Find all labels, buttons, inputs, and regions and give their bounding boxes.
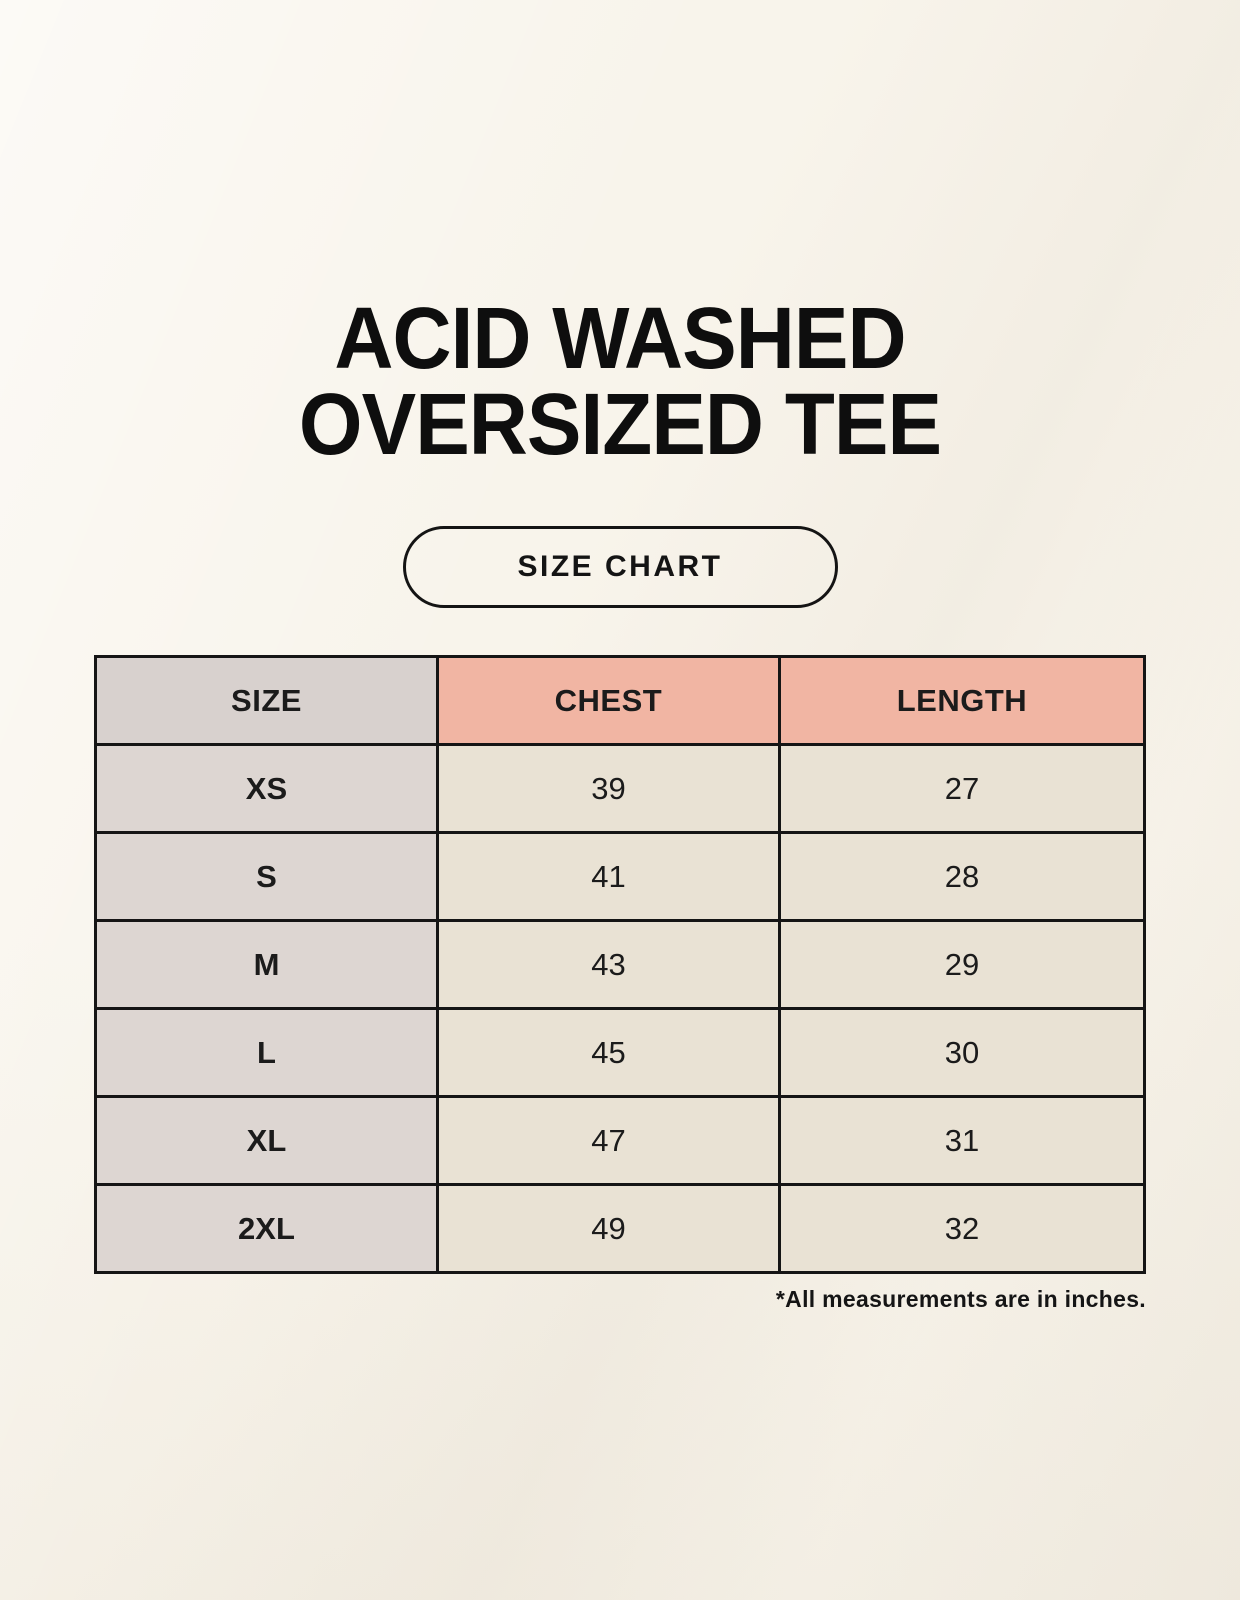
column-header-size: SIZE <box>96 657 438 745</box>
size-cell: 2XL <box>96 1185 438 1273</box>
length-cell: 29 <box>779 921 1144 1009</box>
table-row <box>96 1009 1145 1097</box>
table-row <box>96 833 1145 921</box>
product-title-line1: ACID WASHED <box>334 290 906 387</box>
length-cell: 32 <box>779 1185 1144 1273</box>
size-cell: S <box>96 833 438 921</box>
column-header-chest: CHEST <box>437 657 779 745</box>
length-cell: 27 <box>779 745 1144 833</box>
product-title-line2: OVERSIZED TEE <box>298 376 942 474</box>
measurements-footnote: *All measurements are in inches. <box>775 1286 1146 1313</box>
chest-cell: 43 <box>437 921 779 1009</box>
chest-cell: 47 <box>437 1097 779 1185</box>
table-row <box>96 1097 1145 1185</box>
column-header-length: LENGTH <box>779 657 1144 745</box>
chest-cell: 41 <box>437 833 779 921</box>
chest-cell: 49 <box>437 1185 779 1273</box>
size-chart-badge: SIZE CHART <box>403 526 838 608</box>
table-row <box>96 921 1145 1009</box>
size-cell: XL <box>96 1097 438 1185</box>
length-cell: 30 <box>779 1009 1144 1097</box>
product-title <box>37 290 1203 474</box>
badge-container <box>0 526 1240 608</box>
table-row <box>96 745 1145 833</box>
table-row <box>96 1185 1145 1273</box>
chest-cell: 45 <box>437 1009 779 1097</box>
length-cell: 28 <box>779 833 1144 921</box>
size-cell: M <box>96 921 438 1009</box>
length-cell: 31 <box>779 1097 1144 1185</box>
chest-cell: 39 <box>437 745 779 833</box>
size-chart-table <box>94 655 1146 1274</box>
header-row <box>96 657 1145 745</box>
table-body <box>96 745 1145 1273</box>
size-cell: XS <box>96 745 438 833</box>
footnote-container <box>94 1286 1146 1313</box>
size-cell: L <box>96 1009 438 1097</box>
